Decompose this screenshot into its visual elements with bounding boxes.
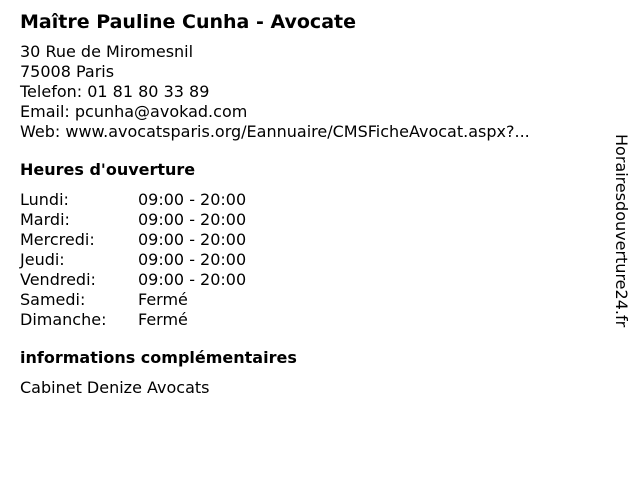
hours-time: 09:00 - 20:00 [138,210,247,229]
extra-text: Cabinet Denize Avocats [20,378,210,397]
hours-row-lundi [20,190,600,210]
hours-day: Mercredi: [20,230,95,249]
hours-row-vendredi [20,270,600,290]
hours-time: Fermé [138,310,188,329]
hours-day: Jeudi: [20,250,65,269]
page-title: Maître Pauline Cunha - Avocate [20,11,356,33]
hours-row-mardi [20,210,600,230]
hours-time: Fermé [138,290,188,309]
hours-day: Vendredi: [20,270,96,289]
hours-row-mercredi [20,230,600,250]
side-brand: Horairesdouverture24.fr [612,134,631,328]
business-card [20,10,600,398]
hours-day: Lundi: [20,190,69,209]
hours-day: Dimanche: [20,310,107,329]
web-line: Web: www.avocatsparis.org/Eannuaire/CMSFicheAvocat.aspx?... [20,122,530,141]
hours-time: 09:00 - 20:00 [138,190,247,209]
hours-time: 09:00 - 20:00 [138,230,247,249]
hours-row-dimanche [20,310,600,330]
phone-line: Telefon: 01 81 80 33 89 [20,82,210,101]
hours-heading: Heures d'ouverture [20,160,196,179]
extra-heading: informations complémentaires [20,348,297,367]
hours-time: 09:00 - 20:00 [138,250,247,269]
address-city: 75008 Paris [20,62,115,81]
email-line: Email: pcunha@avokad.com [20,102,248,121]
hours-day: Samedi: [20,290,86,309]
hours-time: 09:00 - 20:00 [138,270,247,289]
hours-row-samedi [20,290,600,310]
hours-row-jeudi [20,250,600,270]
address-street: 30 Rue de Miromesnil [20,42,194,61]
hours-day: Mardi: [20,210,70,229]
